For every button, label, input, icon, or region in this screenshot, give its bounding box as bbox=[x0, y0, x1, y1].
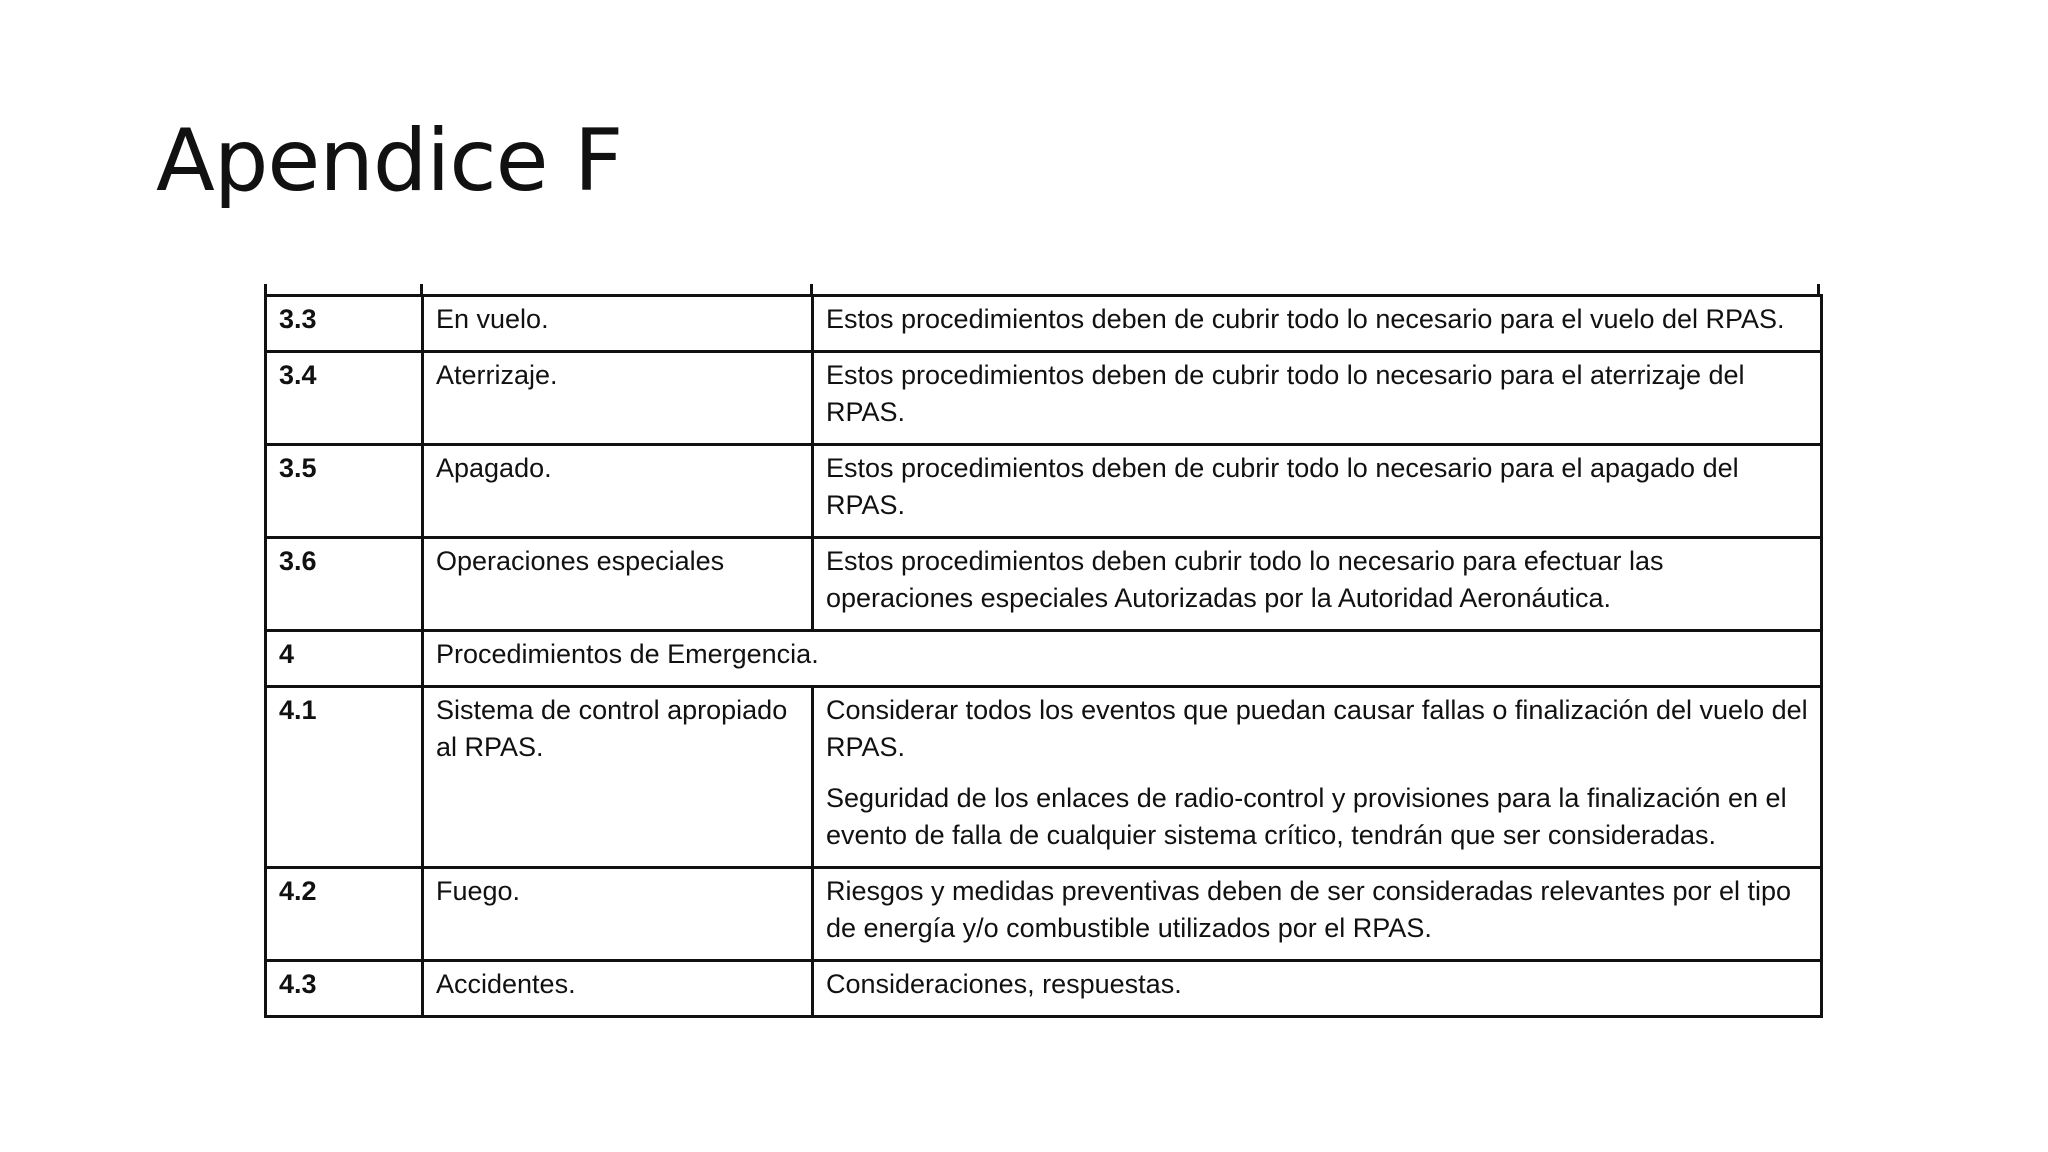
table-row bbox=[266, 538, 1822, 631]
table-row bbox=[266, 631, 1822, 687]
table-row bbox=[266, 296, 1822, 352]
description-paragraph: Estos procedimientos deben de cubrir todo lo necesario para el vuelo del RPAS. bbox=[826, 304, 1785, 334]
description-paragraph: Estos procedimientos deben de cubrir todo lo necesario para el apagado del RPAS. bbox=[826, 453, 1739, 520]
description-paragraph: Riesgos y medidas preventivas deben de ser consideradas relevantes por el tipo de energía y/o combustible utilizados por el RPAS. bbox=[826, 876, 1792, 943]
section-item: Aterrizaje. bbox=[423, 352, 813, 445]
section-description bbox=[813, 961, 1822, 1017]
section-item: Operaciones especiales bbox=[423, 538, 813, 631]
section-description bbox=[813, 445, 1822, 538]
section-description bbox=[813, 296, 1822, 352]
section-item: Apagado. bbox=[423, 445, 813, 538]
section-item: Fuego. bbox=[423, 868, 813, 961]
description-paragraph: Seguridad de los enlaces de radio-control y provisiones para la finalización en el evento de falla de cualquier sistema crítico, tendrán que ser consideradas. bbox=[826, 783, 1787, 850]
procedures-table-image bbox=[264, 284, 1820, 1074]
table-row bbox=[266, 961, 1822, 1017]
table-row bbox=[266, 687, 1822, 868]
section-item: Accidentes. bbox=[423, 961, 813, 1017]
section-number: 4.3 bbox=[266, 961, 423, 1017]
table-row bbox=[266, 352, 1822, 445]
description-paragraph: Estos procedimientos deben de cubrir todo lo necesario para el aterrizaje del RPAS. bbox=[826, 360, 1745, 427]
description-paragraph: Considerar todos los eventos que puedan causar fallas o finalización del vuelo del RPAS. bbox=[826, 695, 1808, 762]
section-description bbox=[813, 868, 1822, 961]
section-item: En vuelo. bbox=[423, 296, 813, 352]
table-row bbox=[266, 445, 1822, 538]
section-number: 3.5 bbox=[266, 445, 423, 538]
description-paragraph: Consideraciones, respuestas. bbox=[826, 969, 1182, 999]
table-row bbox=[266, 868, 1822, 961]
section-number: 4.2 bbox=[266, 868, 423, 961]
section-description bbox=[813, 687, 1822, 868]
procedures-table bbox=[264, 294, 1823, 1018]
section-number: 3.4 bbox=[266, 352, 423, 445]
section-number: 3.6 bbox=[266, 538, 423, 631]
section-description bbox=[813, 352, 1822, 445]
section-number: 4.1 bbox=[266, 687, 423, 868]
section-number: 3.3 bbox=[266, 296, 423, 352]
section-description bbox=[813, 538, 1822, 631]
slide-title: Apendice F bbox=[156, 111, 623, 211]
description-paragraph: Estos procedimientos deben cubrir todo lo necesario para efectuar las operaciones especiales Autorizadas por la Autoridad Aeronáutica. bbox=[826, 546, 1664, 613]
section-number: 4 bbox=[266, 631, 423, 687]
section-item: Sistema de control apropiado al RPAS. bbox=[423, 687, 813, 868]
section-item: Procedimientos de Emergencia. bbox=[423, 631, 1822, 687]
